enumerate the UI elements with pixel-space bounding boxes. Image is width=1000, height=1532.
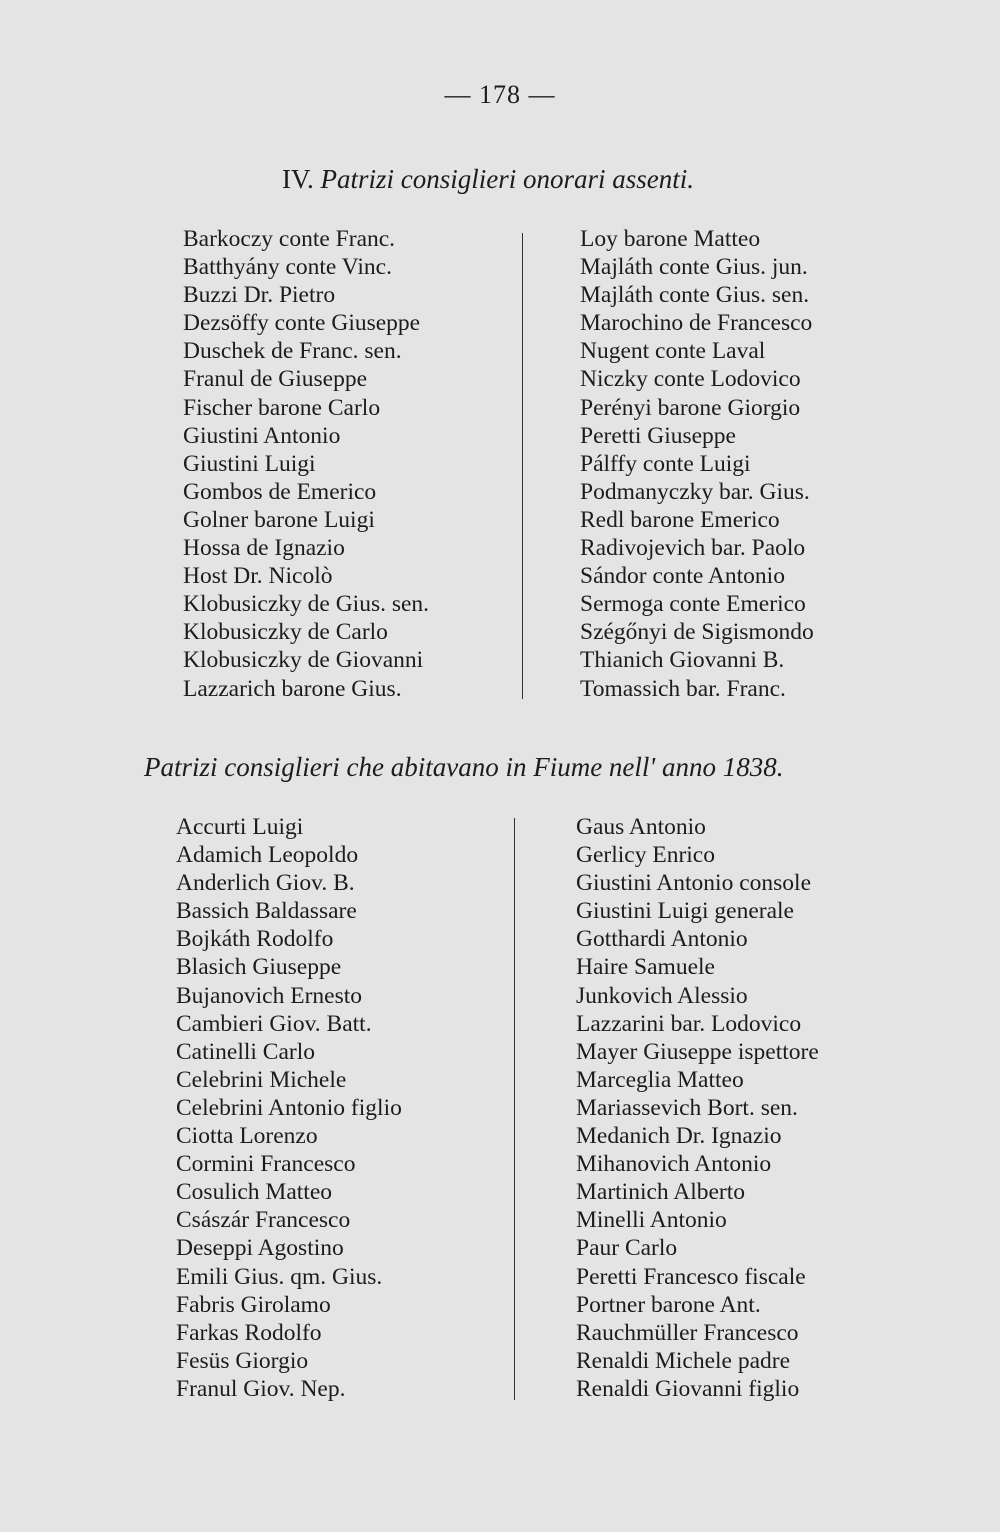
name-entry: Bassich Baldassare — [176, 898, 357, 925]
name-entry: Redl barone Emerico — [580, 506, 780, 533]
section-heading-absent-honorary-councillors — [282, 164, 694, 195]
name-entry: Pálffy conte Luigi — [580, 450, 751, 477]
name-entry: Celebrini Antonio figlio — [176, 1094, 402, 1121]
name-entry: Farkas Rodolfo — [176, 1319, 322, 1346]
name-entry: Hossa de Ignazio — [183, 535, 345, 562]
name-entry: Lazzarich barone Gius. — [183, 675, 402, 702]
name-entry: Minelli Antonio — [576, 1207, 727, 1234]
name-entry: Mayer Giuseppe ispettore — [576, 1038, 819, 1065]
name-entry: Medanich Dr. Ignazio — [576, 1123, 782, 1150]
name-entry: Mihanovich Antonio — [576, 1151, 772, 1178]
name-entry: Lazzarini bar. Lodovico — [576, 1010, 802, 1037]
name-entry: Giustini Antonio — [183, 422, 341, 449]
name-entry: Giustini Luigi generale — [576, 898, 794, 925]
name-entry: Bojkáth Rodolfo — [176, 926, 334, 953]
name-entry: Rauchmüller Francesco — [576, 1319, 799, 1346]
name-entry: Perényi barone Giorgio — [580, 394, 801, 421]
name-entry: Renaldi Giovanni figlio — [576, 1375, 800, 1402]
name-entry: Giustini Luigi — [183, 450, 316, 477]
name-entry: Peretti Francesco fiscale — [576, 1263, 806, 1290]
name-entry: Accurti Luigi — [176, 814, 304, 840]
section-title: Patrizi consiglieri onorari assenti. — [320, 164, 695, 194]
name-entry: Radivojevich bar. Paolo — [580, 535, 806, 562]
column-divider — [522, 233, 523, 699]
name-entry: Peretti Giuseppe — [580, 422, 736, 449]
name-entry: Portner barone Ant. — [576, 1291, 761, 1318]
name-entry: Ciotta Lorenzo — [176, 1123, 318, 1150]
name-entry: Buzzi Dr. Pietro — [183, 282, 336, 309]
name-entry: Batthyány conte Vinc. — [183, 254, 392, 281]
name-entry: Anderlich Giov. B. — [176, 870, 355, 897]
name-entry: Franul Giov. Nep. — [176, 1375, 346, 1402]
name-entry: Thianich Giovanni B. — [580, 647, 785, 674]
name-entry: Gotthardi Antonio — [576, 926, 748, 953]
name-entry: Renaldi Michele padre — [576, 1347, 791, 1374]
page-number: — 178 — — [444, 80, 556, 109]
name-entry: Haire Samuele — [576, 954, 715, 981]
name-entry: Paur Carlo — [576, 1235, 678, 1262]
name-list-right-column — [580, 225, 814, 703]
name-entry: Sándor conte Antonio — [580, 563, 785, 590]
name-entry: Blasich Giuseppe — [176, 954, 342, 981]
name-entry: Golner barone Luigi — [183, 506, 375, 533]
name-entry: Gaus Antonio — [576, 814, 706, 840]
name-list-left-column — [183, 225, 429, 703]
name-entry: Giustini Antonio console — [576, 870, 811, 897]
name-entry: Sermoga conte Emerico — [580, 591, 806, 618]
name-entry: Marceglia Matteo — [576, 1066, 744, 1093]
name-entry: Klobusiczky de Gius. sen. — [183, 591, 430, 618]
name-entry: Dezsöffy conte Giuseppe — [183, 310, 421, 337]
name-entry: Barkoczy conte Franc. — [183, 226, 396, 252]
name-entry: Niczky conte Lodovico — [580, 366, 801, 393]
name-entry: Celebrini Michele — [176, 1066, 347, 1093]
name-entry: Nugent conte Laval — [580, 338, 766, 365]
name-entry: Junkovich Alessio — [576, 982, 748, 1009]
name-entry: Császár Francesco — [176, 1207, 351, 1234]
name-list-left-column — [176, 813, 402, 1403]
name-list-right-column — [576, 813, 819, 1403]
name-entry: Cambieri Giov. Batt. — [176, 1010, 372, 1037]
name-entry: Duschek de Franc. sen. — [183, 338, 402, 365]
section-heading-councillors-in-fiume-1838 — [144, 752, 783, 783]
name-entry: Klobusiczky de Giovanni — [183, 647, 424, 674]
name-entry: Cosulich Matteo — [176, 1179, 332, 1206]
name-entry: Adamich Leopoldo — [176, 842, 359, 869]
name-entry: Catinelli Carlo — [176, 1038, 316, 1065]
name-entry: Franul de Giuseppe — [183, 366, 368, 393]
name-entry: Mariassevich Bort. sen. — [576, 1094, 798, 1121]
name-entry: Fischer barone Carlo — [183, 394, 381, 421]
name-entry: Majláth conte Gius. jun. — [580, 254, 808, 281]
name-entry: Fesüs Giorgio — [176, 1347, 309, 1374]
column-divider — [514, 818, 515, 1400]
name-entry: Gombos de Emerico — [183, 478, 377, 505]
name-entry: Host Dr. Nicolò — [183, 563, 333, 590]
name-entry: Klobusiczky de Carlo — [183, 619, 388, 646]
name-entry: Bujanovich Ernesto — [176, 982, 363, 1009]
name-entry: Podmanyczky bar. Gius. — [580, 478, 810, 505]
name-entry: Emili Gius. qm. Gius. — [176, 1263, 383, 1290]
name-entry: Gerlicy Enrico — [576, 842, 715, 869]
name-entry: Fabris Girolamo — [176, 1291, 331, 1318]
name-entry: Szégőnyi de Sigismondo — [580, 619, 814, 646]
name-entry: Majláth conte Gius. sen. — [580, 282, 810, 309]
name-entry: Deseppi Agostino — [176, 1235, 344, 1262]
name-entry: Cormini Francesco — [176, 1151, 356, 1178]
name-entry: Loy barone Matteo — [580, 226, 761, 252]
name-entry: Martinich Alberto — [576, 1179, 746, 1206]
name-entry: Tomassich bar. Franc. — [580, 675, 786, 702]
section-numeral: IV. — [282, 164, 314, 194]
name-entry: Marochino de Francesco — [580, 310, 813, 337]
section-title: Patrizi consiglieri che abitavano in Fiume nell' anno 1838. — [144, 752, 784, 782]
